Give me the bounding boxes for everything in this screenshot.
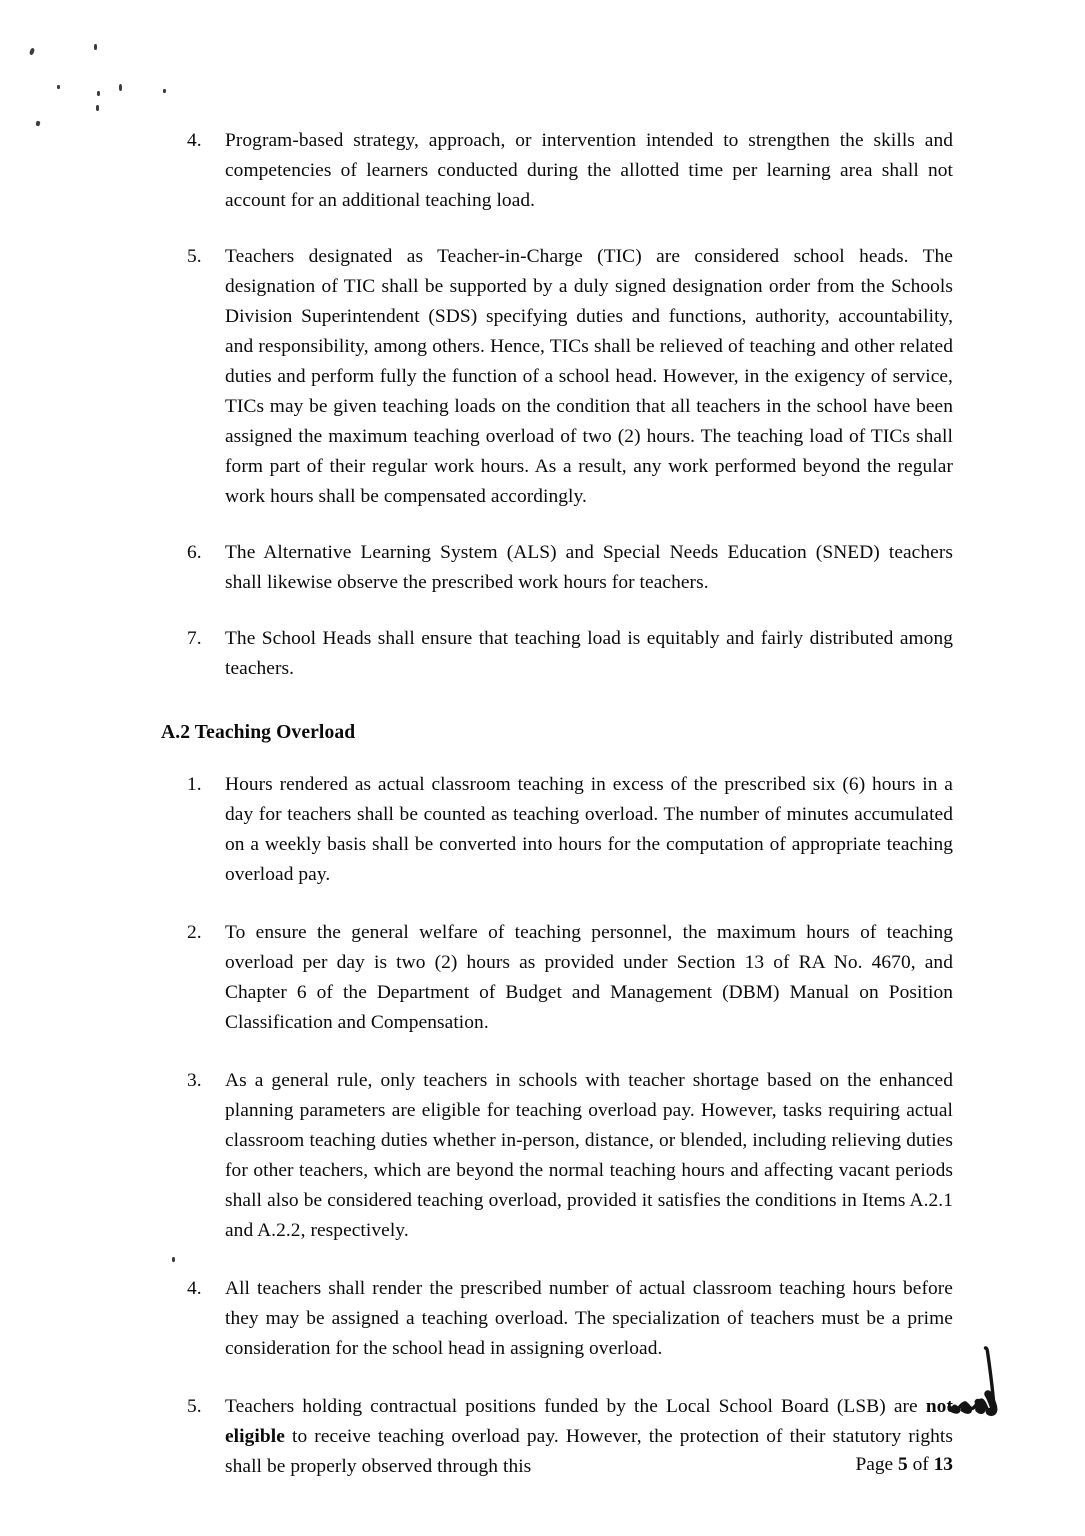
list-item [161, 770, 953, 890]
list-item-text: As a general rule, only teachers in schools with teacher shortage based on the enhanced planning parameters are eligible for teaching overload pay. However, tasks requiring actual classroom teaching duties whether in-person, distance, or blended, including relieving duties for other teachers, which are beyond the normal teaching hours and affecting vacant periods shall also be considered teaching overload, provided it satisfies the conditions in Items A.2.1 and A.2.2, respectively. [225, 1070, 953, 1241]
list-item [161, 1066, 953, 1246]
scan-speck [35, 121, 40, 127]
list-item-marker: 7. [187, 628, 202, 649]
footer-page-total: 13 [933, 1454, 953, 1475]
list-item-text: Hours rendered as actual classroom teaching in excess of the prescribed six (6) hours in a day for teachers shall be counted as teaching overload. The number of minutes accumulated on a weekly basis shall be converted into hours for the computation of appropriate teaching overload pay. [225, 774, 953, 885]
footer-page-number: 5 [898, 1454, 908, 1475]
list-item-text-tail: to receive teaching overload pay. However, the protection of their statutory rights shall be properly observed through this [225, 1426, 953, 1477]
list-item-text: The School Heads shall ensure that teaching load is equitably and fairly distributed among teachers. [225, 628, 953, 679]
list-item-marker: 2. [187, 922, 202, 943]
scan-speck [29, 48, 35, 56]
list-item [161, 1274, 953, 1364]
footer-page-middle: of [912, 1454, 929, 1475]
list-item-marker: 4. [187, 130, 202, 151]
list-item-text-lead: Teachers holding contractual positions funded by the Local School Board (LSB) are [225, 1396, 926, 1417]
list-item-marker: 5. [187, 1396, 202, 1417]
list-item-text: Teachers designated as Teacher-in-Charge (TIC) are considered school heads. The designation of TIC shall be supported by a duly signed designation order from the Schools Division Superintendent (SDS) specifying duties and functions, authority, accountability, and responsibility, among others. Hence, TICs shall be relieved of teaching and other related duties and perform fully the function of a school head. However, in the exigency of service, TICs may be given teaching loads on the condition that all teachers in the school have been assigned the maximum teaching overload of two (2) hours. The teaching load of TICs shall form part of their regular work hours. As a result, any work performed beyond the regular work hours shall be compensated accordingly. [225, 246, 953, 507]
footer-page-prefix: Page [855, 1454, 894, 1475]
document-body [161, 126, 953, 1510]
emphasis-not-eligible: not eligible [225, 1396, 953, 1447]
scan-speck [163, 89, 166, 93]
list-item-text: The Alternative Learning System (ALS) and Special Needs Education (SNED) teachers shall likewise observe the prescribed work hours for teachers. [225, 542, 953, 593]
section-heading-a2: A.2 Teaching Overload [161, 722, 356, 743]
handwritten-initial-icon [944, 1344, 1006, 1444]
list-item [161, 538, 953, 598]
list-item-marker: 3. [187, 1070, 202, 1091]
list-item-text: Program-based strategy, approach, or intervention intended to strengthen the skills and competencies of learners conducted during the allotted time per learning area shall not account for an additional teaching load. [225, 130, 953, 211]
list-item-text: All teachers shall render the prescribed number of actual classroom teaching hours before they may be assigned a teaching overload. The specialization of teachers must be a prime consideration for the school head in assigning overload. [225, 1278, 953, 1359]
scan-speck [119, 84, 122, 91]
list-item [161, 242, 953, 512]
list-item-marker: 6. [187, 542, 202, 563]
list-item-text: To ensure the general welfare of teaching personnel, the maximum hours of teaching overload per day is two (2) hours as provided under Section 13 of RA No. 4670, and Chapter 6 of the Department of Budget and Management (DBM) Manual on Position Classification and Compensation. [225, 922, 953, 1033]
list-item [161, 126, 953, 216]
page-footer [161, 1452, 953, 1478]
scan-speck [97, 91, 100, 96]
list-item [161, 918, 953, 1038]
scan-speck [94, 44, 97, 50]
list-item-marker: 5. [187, 246, 202, 267]
list-item-marker: 4. [187, 1278, 202, 1299]
scan-speck [57, 85, 60, 89]
list-item-marker: 1. [187, 774, 202, 795]
scan-speck [96, 105, 99, 111]
list-item [161, 624, 953, 684]
numbered-list-a2 [161, 770, 953, 1482]
numbered-list-a1-continued [161, 126, 953, 684]
